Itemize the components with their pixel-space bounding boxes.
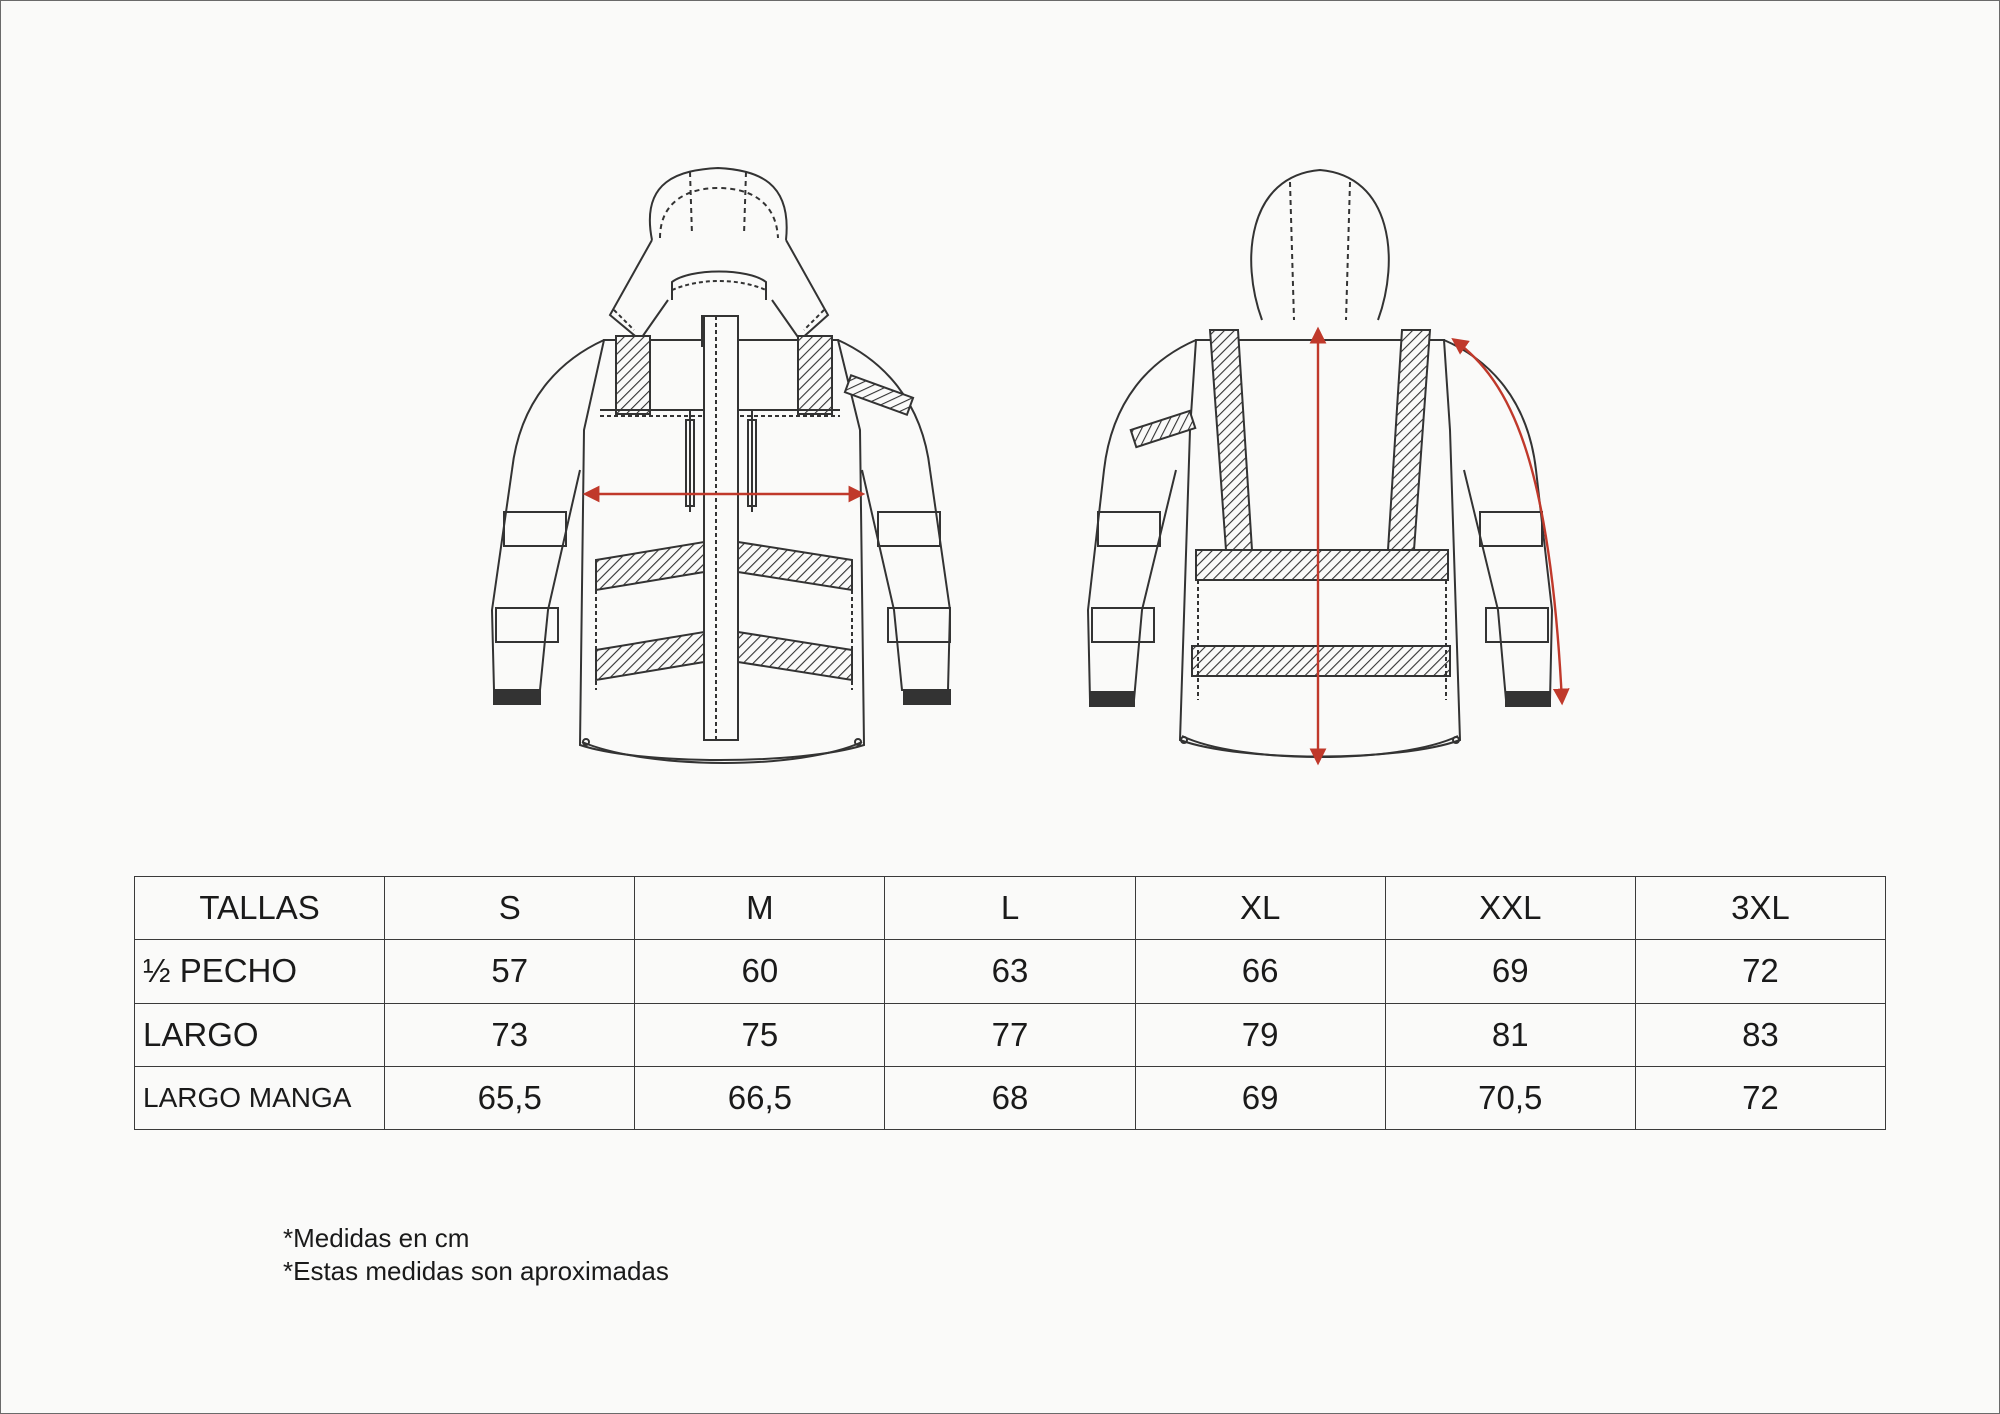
footnotes — [283, 1222, 669, 1288]
table-cell: 75 — [635, 1003, 885, 1066]
table-cell: 79 — [1135, 1003, 1385, 1066]
table-cell: 66,5 — [635, 1066, 885, 1129]
table-cell: 66 — [1135, 940, 1385, 1003]
table-cell: 72 — [1635, 940, 1885, 1003]
header-cell-label: TALLAS — [135, 877, 385, 940]
header-cell-size-3xl: 3XL — [1635, 877, 1885, 940]
footnote-approximate: *Estas medidas son aproximadas — [283, 1256, 669, 1286]
table-cell: 73 — [385, 1003, 635, 1066]
table-cell: 81 — [1385, 1003, 1635, 1066]
header-cell-size-l: L — [885, 877, 1135, 940]
jacket-front-view — [492, 168, 950, 763]
table-cell: 65,5 — [385, 1066, 635, 1129]
row-label-sleeve-length: LARGO MANGA — [135, 1066, 385, 1129]
table-cell: 63 — [885, 940, 1135, 1003]
footnote-units: *Medidas en cm — [283, 1223, 470, 1253]
table-cell: 83 — [1635, 1003, 1885, 1066]
table-row-length — [135, 1003, 1886, 1066]
table-cell: 70,5 — [1385, 1066, 1635, 1129]
table-cell: 60 — [635, 940, 885, 1003]
table-row-half-chest — [135, 940, 1886, 1003]
table-cell: 69 — [1135, 1066, 1385, 1129]
table-cell: 72 — [1635, 1066, 1885, 1129]
jacket-back-view — [1088, 170, 1552, 757]
table-cell: 68 — [885, 1066, 1135, 1129]
header-cell-size-m: M — [635, 877, 885, 940]
table-cell: 69 — [1385, 940, 1635, 1003]
table-cell: 77 — [885, 1003, 1135, 1066]
header-cell-size-xxl: XXL — [1385, 877, 1635, 940]
header-cell-size-xl: XL — [1135, 877, 1385, 940]
row-label-length: LARGO — [135, 1003, 385, 1066]
row-label-half-chest: ½ PECHO — [135, 940, 385, 1003]
sleeve-measure-arrow — [1454, 340, 1562, 702]
table-row-sleeve-length — [135, 1066, 1886, 1129]
size-table — [134, 876, 1886, 1130]
table-cell: 57 — [385, 940, 635, 1003]
size-table-header-row — [135, 877, 1886, 940]
header-cell-size-s: S — [385, 877, 635, 940]
